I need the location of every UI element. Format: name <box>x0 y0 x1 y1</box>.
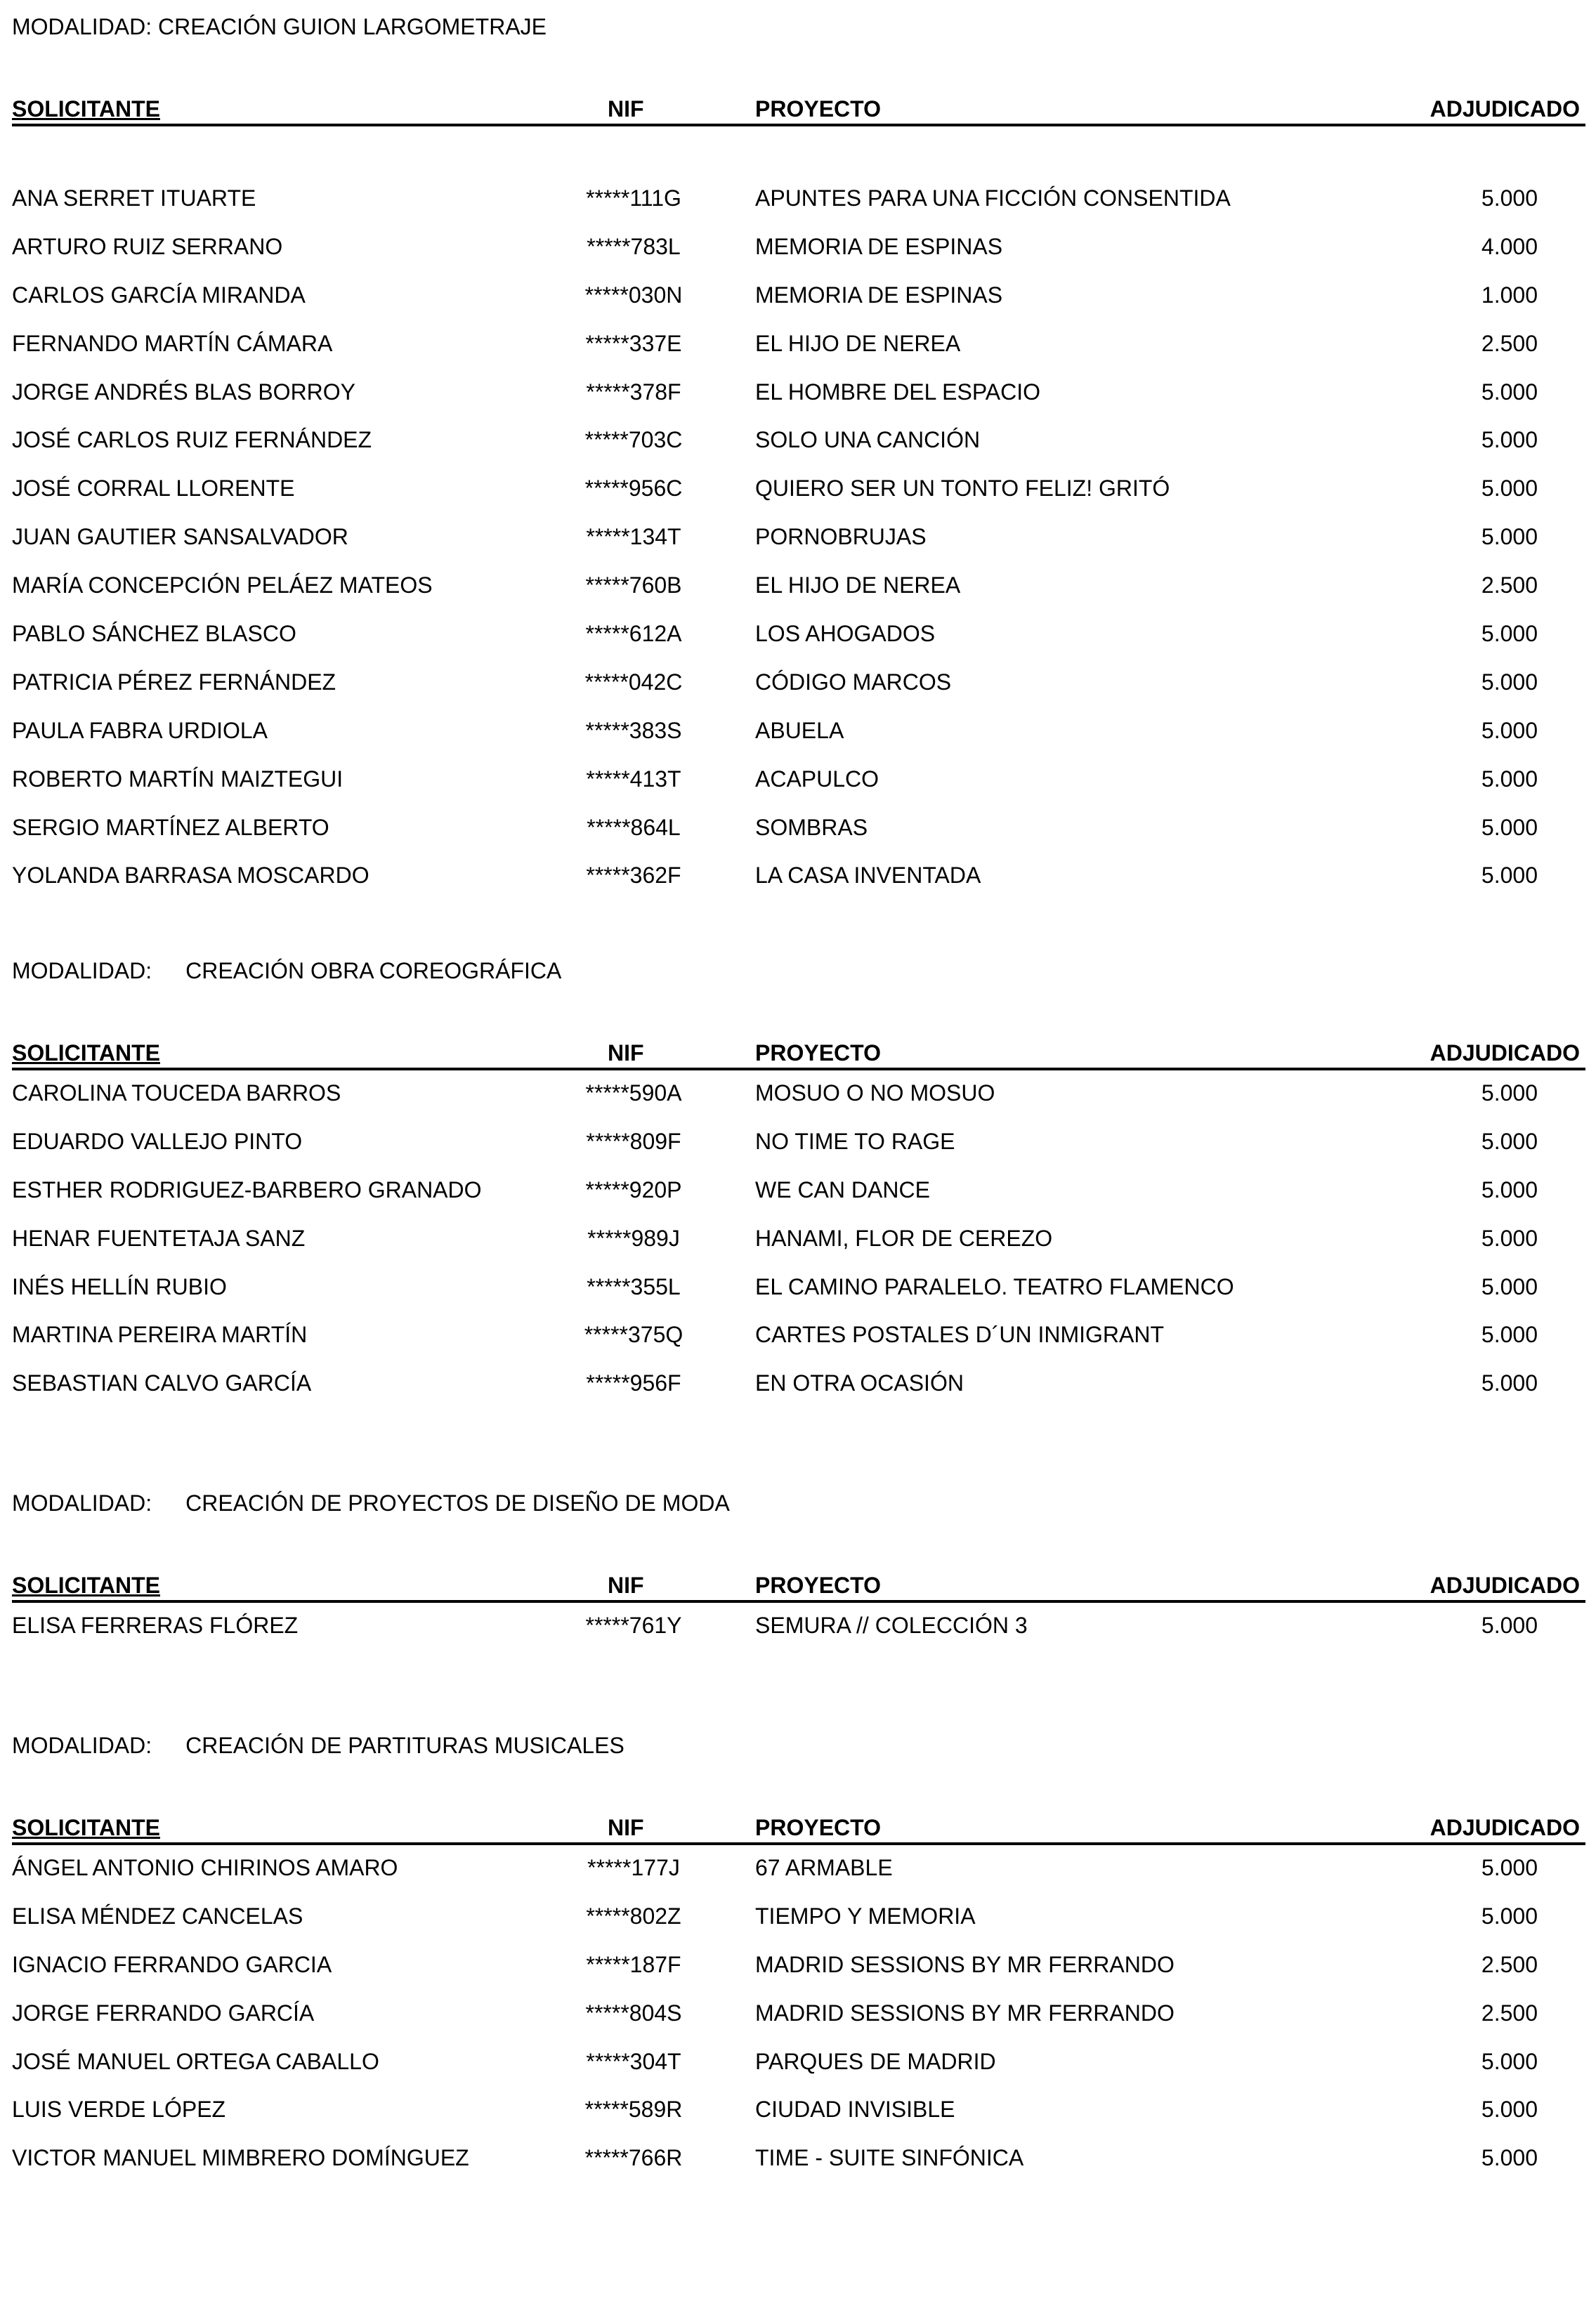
cell-solicitante: JORGE ANDRÉS BLAS BORROY <box>12 379 356 405</box>
cell-solicitante: INÉS HELLÍN RUBIO <box>12 1273 227 1299</box>
header-proyecto: PROYECTO <box>755 1573 881 1598</box>
table-row <box>12 325 1585 374</box>
table-header <box>12 1037 1585 1070</box>
cell-solicitante: FERNANDO MARTÍN CÁMARA <box>12 330 333 356</box>
modalidad-title: MODALIDAD: CREACIÓN GUION LARGOMETRAJE <box>12 14 547 39</box>
cell-nif: *****355L <box>587 1273 681 1299</box>
cell-solicitante: JOSÉ CORRAL LLORENTE <box>12 476 295 501</box>
cell-proyecto: NO TIME TO RAGE <box>755 1128 955 1154</box>
table-row <box>12 2139 1585 2188</box>
cell-nif: *****383S <box>585 717 682 743</box>
cell-nif: *****134T <box>586 524 681 550</box>
cell-solicitante: EDUARDO VALLEJO PINTO <box>12 1128 303 1154</box>
cell-adjudicado: 5.000 <box>1481 1225 1538 1251</box>
cell-proyecto: EN OTRA OCASIÓN <box>755 1370 964 1396</box>
table-row <box>12 1849 1585 1898</box>
cell-solicitante: JORGE FERRANDO GARCÍA <box>12 2000 315 2026</box>
cell-nif: *****337E <box>585 330 682 356</box>
cell-proyecto: EL CAMINO PARALELO. TEATRO FLAMENCO <box>755 1273 1234 1299</box>
cell-nif: *****612A <box>585 621 682 647</box>
header-adjudicado: ADJUDICADO <box>1430 1815 1580 1840</box>
cell-nif: *****378F <box>586 379 681 405</box>
cell-solicitante: ELISA MÉNDEZ CANCELAS <box>12 1903 303 1929</box>
header-solicitante: SOLICITANTE <box>12 96 160 122</box>
table-row <box>12 1172 1585 1220</box>
table-row <box>12 809 1585 858</box>
modalidad-title: MODALIDAD: CREACIÓN OBRA COREOGRÁFICA <box>12 958 562 983</box>
table-header <box>12 1569 1585 1603</box>
header-solicitante: SOLICITANTE <box>12 1573 160 1598</box>
cell-solicitante: JOSÉ CARLOS RUIZ FERNÁNDEZ <box>12 427 372 453</box>
header-proyecto: PROYECTO <box>755 96 881 122</box>
table-row <box>12 277 1585 325</box>
cell-proyecto: CÓDIGO MARCOS <box>755 669 952 695</box>
cell-adjudicado: 5.000 <box>1481 814 1538 840</box>
cell-adjudicado: 4.000 <box>1481 233 1538 259</box>
table-body <box>12 1075 1585 1413</box>
cell-solicitante: ELISA FERRERAS FLÓREZ <box>12 1613 299 1638</box>
table-row <box>12 1365 1585 1413</box>
cell-proyecto: 67 ARMABLE <box>755 1855 893 1880</box>
cell-nif: *****177J <box>587 1855 680 1880</box>
cell-adjudicado: 5.000 <box>1481 621 1538 647</box>
table-row <box>12 1123 1585 1172</box>
cell-proyecto: SEMURA // COLECCIÓN 3 <box>755 1613 1028 1638</box>
cell-nif: *****761Y <box>585 1613 682 1638</box>
table-row <box>12 761 1585 809</box>
table-row <box>12 712 1585 761</box>
header-nif: NIF <box>608 1040 644 1066</box>
modalidad-title: MODALIDAD: CREACIÓN DE PARTITURAS MUSICALES <box>12 1733 624 1758</box>
table-row <box>12 228 1585 277</box>
cell-adjudicado: 2.500 <box>1481 330 1538 356</box>
table-row <box>12 374 1585 422</box>
cell-adjudicado: 5.000 <box>1481 766 1538 792</box>
cell-proyecto: HANAMI, FLOR DE CEREZO <box>755 1225 1053 1251</box>
header-proyecto: PROYECTO <box>755 1815 881 1840</box>
cell-solicitante: SERGIO MARTÍNEZ ALBERTO <box>12 814 329 840</box>
table-row <box>12 567 1585 615</box>
cell-adjudicado: 5.000 <box>1481 2145 1538 2171</box>
cell-solicitante: ESTHER RODRIGUEZ-BARBERO GRANADO <box>12 1176 482 1202</box>
cell-proyecto: APUNTES PARA UNA FICCIÓN CONSENTIDA <box>755 185 1231 211</box>
cell-solicitante: PATRICIA PÉREZ FERNÁNDEZ <box>12 669 336 695</box>
cell-proyecto: TIME - SUITE SINFÓNICA <box>755 2145 1024 2171</box>
table-row <box>12 180 1585 228</box>
cell-adjudicado: 5.000 <box>1481 1855 1538 1880</box>
table-row <box>12 1075 1585 1123</box>
cell-adjudicado: 5.000 <box>1481 1370 1538 1396</box>
cell-proyecto: SOLO UNA CANCIÓN <box>755 427 981 453</box>
cell-solicitante: PAULA FABRA URDIOLA <box>12 717 268 743</box>
cell-nif: *****804S <box>585 2000 682 2026</box>
cell-solicitante: SEBASTIAN CALVO GARCÍA <box>12 1370 312 1396</box>
header-solicitante: SOLICITANTE <box>12 1815 160 1840</box>
cell-proyecto: WE CAN DANCE <box>755 1176 930 1202</box>
cell-proyecto: MOSUO O NO MOSUO <box>755 1080 995 1106</box>
table-row <box>12 2091 1585 2139</box>
cell-adjudicado: 2.500 <box>1481 1951 1538 1977</box>
cell-proyecto: SOMBRAS <box>755 814 868 840</box>
cell-proyecto: MADRID SESSIONS BY MR FERRANDO <box>755 1951 1175 1977</box>
cell-proyecto: QUIERO SER UN TONTO FELIZ! GRITÓ <box>755 476 1170 501</box>
cell-proyecto: MADRID SESSIONS BY MR FERRANDO <box>755 2000 1175 2026</box>
cell-solicitante: CAROLINA TOUCEDA BARROS <box>12 1080 341 1106</box>
cell-solicitante: JOSÉ MANUEL ORTEGA CABALLO <box>12 2048 379 2074</box>
cell-adjudicado: 5.000 <box>1481 379 1538 405</box>
cell-proyecto: EL HIJO DE NEREA <box>755 330 961 356</box>
cell-solicitante: ROBERTO MARTÍN MAIZTEGUI <box>12 766 344 792</box>
table-row <box>12 1995 1585 2043</box>
cell-adjudicado: 5.000 <box>1481 1176 1538 1202</box>
cell-adjudicado: 5.000 <box>1481 1080 1538 1106</box>
cell-solicitante: HENAR FUENTETAJA SANZ <box>12 1225 306 1251</box>
cell-solicitante: CARLOS GARCÍA MIRANDA <box>12 282 306 308</box>
cell-nif: *****766R <box>584 2145 683 2171</box>
cell-nif: *****864L <box>587 814 681 840</box>
cell-nif: *****703C <box>584 427 683 453</box>
cell-adjudicado: 5.000 <box>1481 2048 1538 2074</box>
cell-solicitante: LUIS VERDE LÓPEZ <box>12 2097 226 2123</box>
cell-nif: *****956C <box>584 476 683 501</box>
cell-solicitante: ARTURO RUIZ SERRANO <box>12 233 283 259</box>
cell-proyecto: EL HOMBRE DEL ESPACIO <box>755 379 1041 405</box>
cell-solicitante: ÁNGEL ANTONIO CHIRINOS AMARO <box>12 1855 398 1880</box>
cell-adjudicado: 5.000 <box>1481 1273 1538 1299</box>
cell-solicitante: MARTINA PEREIRA MARTÍN <box>12 1322 308 1348</box>
cell-nif: *****989J <box>587 1225 680 1251</box>
table-row <box>12 1946 1585 1995</box>
cell-adjudicado: 5.000 <box>1481 2097 1538 2123</box>
cell-solicitante: PABLO SÁNCHEZ BLASCO <box>12 621 296 647</box>
cell-nif: *****809F <box>586 1128 681 1154</box>
table-row <box>12 421 1585 470</box>
cell-adjudicado: 5.000 <box>1481 524 1538 550</box>
table-body <box>12 180 1585 905</box>
table-row <box>12 518 1585 567</box>
cell-nif: *****042C <box>584 669 683 695</box>
table-row <box>12 2043 1585 2092</box>
cell-solicitante: JUAN GAUTIER SANSALVADOR <box>12 524 348 550</box>
cell-proyecto: ABUELA <box>755 717 844 743</box>
cell-adjudicado: 5.000 <box>1481 863 1538 889</box>
cell-adjudicado: 5.000 <box>1481 1128 1538 1154</box>
table-header <box>12 1811 1585 1845</box>
table-header <box>12 93 1585 126</box>
table-row <box>12 1898 1585 1946</box>
header-adjudicado: ADJUDICADO <box>1430 1040 1580 1066</box>
cell-adjudicado: 5.000 <box>1481 669 1538 695</box>
cell-proyecto: CIUDAD INVISIBLE <box>755 2097 955 2123</box>
cell-proyecto: MEMORIA DE ESPINAS <box>755 233 1003 259</box>
header-solicitante: SOLICITANTE <box>12 1040 160 1066</box>
table-row <box>12 1268 1585 1317</box>
cell-adjudicado: 5.000 <box>1481 427 1538 453</box>
cell-adjudicado: 5.000 <box>1481 1322 1538 1348</box>
modalidad-title: MODALIDAD: CREACIÓN DE PROYECTOS DE DISEÑO DE MODA <box>12 1490 730 1516</box>
table-row <box>12 1220 1585 1268</box>
cell-nif: *****760B <box>585 572 682 598</box>
cell-proyecto: TIEMPO Y MEMORIA <box>755 1903 976 1929</box>
cell-nif: *****111G <box>586 185 681 211</box>
header-nif: NIF <box>608 1573 644 1598</box>
cell-proyecto: PORNOBRUJAS <box>755 524 927 550</box>
cell-adjudicado: 2.500 <box>1481 2000 1538 2026</box>
cell-proyecto: PARQUES DE MADRID <box>755 2048 996 2074</box>
cell-adjudicado: 5.000 <box>1481 1613 1538 1638</box>
table-row <box>12 1316 1585 1365</box>
cell-solicitante: ANA SERRET ITUARTE <box>12 185 256 211</box>
cell-nif: *****920P <box>585 1176 682 1202</box>
cell-adjudicado: 5.000 <box>1481 476 1538 501</box>
cell-solicitante: VICTOR MANUEL MIMBRERO DOMÍNGUEZ <box>12 2145 469 2171</box>
table-row <box>12 857 1585 905</box>
cell-proyecto: CARTES POSTALES D´UN INMIGRANT <box>755 1322 1164 1348</box>
cell-proyecto: MEMORIA DE ESPINAS <box>755 282 1003 308</box>
cell-solicitante: MARÍA CONCEPCIÓN PELÁEZ MATEOS <box>12 572 433 598</box>
cell-nif: *****304T <box>586 2048 681 2074</box>
cell-nif: *****362F <box>586 863 681 889</box>
header-nif: NIF <box>608 1815 644 1840</box>
table-row <box>12 470 1585 518</box>
table-row <box>12 1607 1585 1656</box>
table-row <box>12 664 1585 712</box>
header-nif: NIF <box>608 96 644 122</box>
header-proyecto: PROYECTO <box>755 1040 881 1066</box>
cell-adjudicado: 2.500 <box>1481 572 1538 598</box>
header-adjudicado: ADJUDICADO <box>1430 96 1580 122</box>
cell-proyecto: LOS AHOGADOS <box>755 621 936 647</box>
cell-proyecto: ACAPULCO <box>755 766 879 792</box>
table-body <box>12 1849 1585 2188</box>
cell-nif: *****589R <box>584 2097 683 2123</box>
cell-proyecto: EL HIJO DE NEREA <box>755 572 961 598</box>
cell-adjudicado: 5.000 <box>1481 185 1538 211</box>
cell-adjudicado: 5.000 <box>1481 717 1538 743</box>
cell-adjudicado: 1.000 <box>1481 282 1538 308</box>
table-row <box>12 615 1585 664</box>
cell-solicitante: IGNACIO FERRANDO GARCIA <box>12 1951 332 1977</box>
cell-nif: *****187F <box>586 1951 681 1977</box>
cell-nif: *****783L <box>587 233 681 259</box>
cell-nif: *****413T <box>586 766 681 792</box>
table-body <box>12 1607 1585 1656</box>
header-adjudicado: ADJUDICADO <box>1430 1573 1580 1598</box>
cell-proyecto: LA CASA INVENTADA <box>755 863 981 889</box>
cell-nif: *****590A <box>585 1080 682 1106</box>
cell-nif: *****375Q <box>584 1322 683 1348</box>
cell-nif: *****956F <box>586 1370 681 1396</box>
cell-nif: *****030N <box>584 282 683 308</box>
cell-adjudicado: 5.000 <box>1481 1903 1538 1929</box>
cell-nif: *****802Z <box>586 1903 681 1929</box>
cell-solicitante: YOLANDA BARRASA MOSCARDO <box>12 863 369 889</box>
